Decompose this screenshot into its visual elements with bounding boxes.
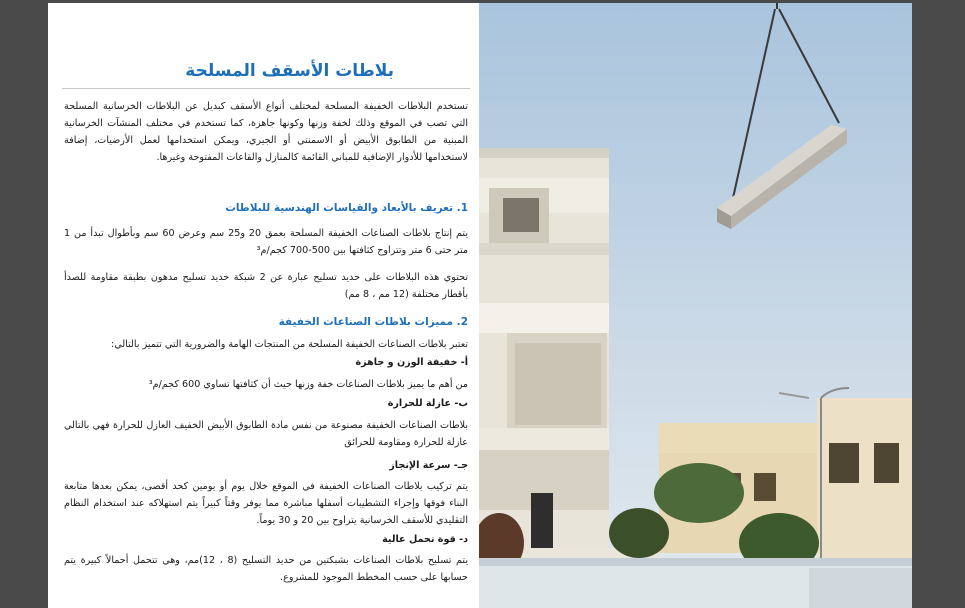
title-divider (62, 88, 470, 89)
page-title: بلاطات الأسقف المسلحة (185, 61, 394, 81)
feature-a-heading: أ- خفيفة الوزن و جاهزة (355, 357, 468, 368)
intro-paragraph: تستخدم البلاطات الخفيفة المسلحة لمختلف أنواع الأسقف كبديل عن البلاطات الخرسانية المسلحة التي تصب في الموقع وذلك لخفة وزنها وكونها جاهزة، كما تستخدم في مختلف المنشآت الخرسانية المبنية من الطابوق الأبيض أو الاسمنتي أو الجيري، ويمكن استخدامها لعمل الأرضيات، إضافة لاستخدامها للأدوار الإضافية للمباني القائمة كالمنازل والقاعات المفتوحة وغيرها. (64, 101, 468, 163)
feature-b-heading: ب- عازلة للحرارة (387, 398, 468, 409)
document-page (48, 3, 912, 608)
feature-c-heading: جـ- سرعة الإنجاز (389, 460, 468, 471)
feature-c-text: يتم تركيب بلاطات الصناعات الخفيفة في الموقع خلال يوم أو يومين كحد أقصى، يمكن بعدها متابعة البناء فوقها وإجراء التشطيبات أسفلها مباشرة مما يوفر وقتاً كبيراً يتم استهلاكه عند استخدام النظام التقليدي للأسقف الخرسانية يتراوح بين 20 و 30 يوماً. (64, 481, 468, 526)
section-1-paragraph-1: يتم إنتاج بلاطات الصناعات الخفيفة المسلحة بعمق 20 و25 سم وعرض 60 سم وبأطوال تبدأ من 1 متر حتى 6 متر وتتراوح كثافتها بين 500-700 كجم/م³ (64, 228, 468, 256)
section-1-paragraph-2: تحتوي هذه البلاطات على حديد تسليح عبارة عن 2 شبكة حديد تسليح مدهون بطبقة مقاومة للصدأ بأقطار مختلفة (12 مم ، 8 مم) (64, 272, 468, 300)
text-column (60, 3, 472, 608)
feature-a-text: من أهم ما يميز بلاطات الصناعات خفة وزنها حيث أن كثافتها تساوي 600 كجم/م³ (148, 379, 468, 390)
viewer-background (912, 0, 965, 608)
construction-photo (479, 3, 912, 608)
section-2-heading: 2. مميزات بلاطات الصناعات الخفيفة (278, 316, 468, 328)
feature-b-text: بلاطات الصناعات الخفيفة مصنوعة من نفس مادة الطابوق الأبيض الخفيف العازل للحرارة فهي بالتالي عازلة للحرارة ومقاومة للحرائق (64, 420, 468, 448)
section-1-heading: 1. تعريف بالأبعاد والقياسات الهندسية للبلاطات (225, 202, 468, 214)
section-2-intro: تعتبر بلاطات الصناعات الخفيفة المسلحة من المنتجات الهامة والضرورية التي تتميز بالتالي: (111, 339, 468, 350)
feature-d-text: يتم تسليح بلاطات الصناعات بشبكتين من حديد التسليح (8 ، 12)مم، وهي تتحمل أحمالاً كبيرة يتم حسابها على حسب المخطط الموجود للمشروع. (64, 555, 468, 583)
feature-d-heading: د- قوة تحمل عالية (382, 534, 468, 545)
